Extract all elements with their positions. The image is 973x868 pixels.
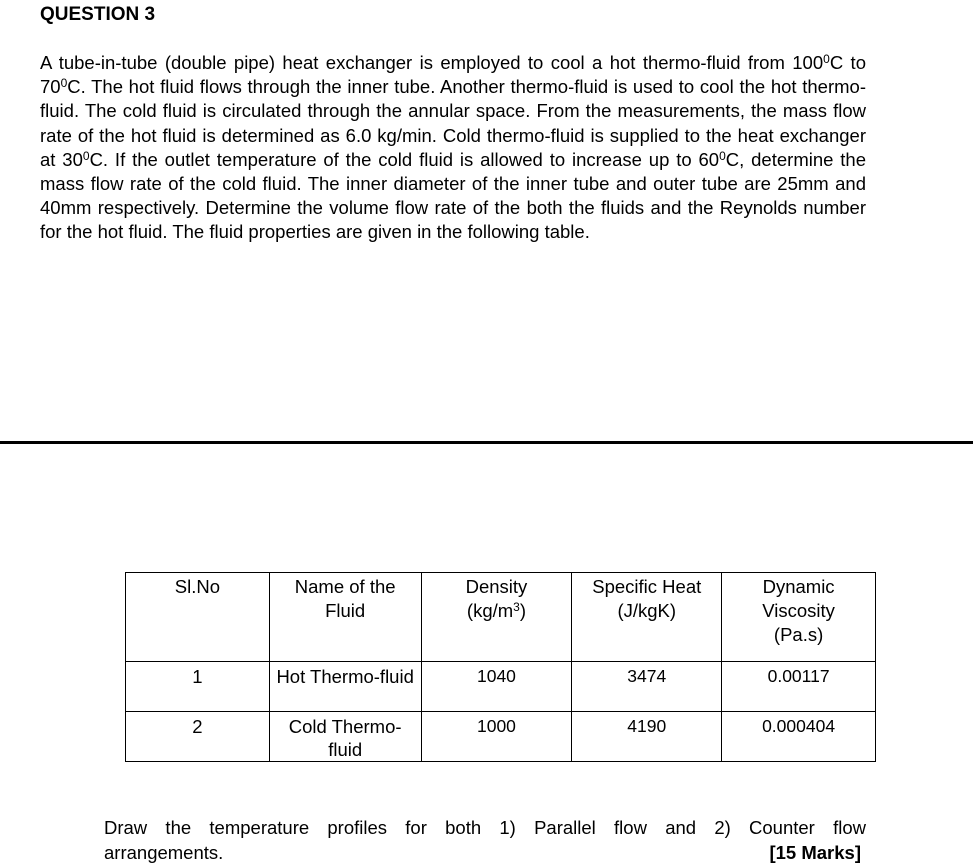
cell-viscosity: 0.000404 [722, 712, 876, 762]
cell-specific-heat: 3474 [572, 662, 722, 712]
question-heading: QUESTION 3 [40, 4, 156, 25]
degree-sup-3: 0 [82, 148, 90, 163]
degree-sup-2: 0 [60, 76, 68, 91]
cell-density: 1040 [421, 662, 572, 712]
cell-fluid-name: Hot Thermo-fluid [269, 662, 421, 712]
cell-fluid-name: Cold Thermo-fluid [269, 712, 421, 762]
header-density [421, 573, 572, 662]
specific-heat-unit: (J/kgK) [617, 600, 677, 621]
header-viscosity [722, 573, 876, 662]
table-header-row [126, 573, 876, 662]
viscosity-unit: (Pa.s) [773, 624, 824, 645]
header-fluid-name: Name of the Fluid [269, 573, 421, 662]
density-unit-suffix: ) [519, 600, 527, 621]
header-specific-heat [572, 573, 722, 662]
viscosity-label: Dynamic Viscosity [762, 576, 835, 621]
cell-viscosity: 0.00117 [722, 662, 876, 712]
para-text-2: C to 70 [40, 52, 866, 98]
task-line-2 [104, 840, 866, 865]
header-sl-no: Sl.No [126, 573, 270, 662]
para-text-3: C. The hot fluid flows through the inner tube. Another thermo-fluid is used to cool the hot thermo-fluid. The cold fluid is circulated through the annular space. From the measurements, the mass flow rate of the hot fluid is determined as 6.0 kg/min. Cold thermo-fluid is supplied to the heat exchanger at 30 [40, 76, 866, 170]
para-text-5: C, determine the mass flow rate of the cold fluid. The inner diameter of the inner tube and outer tube are 25mm and 40mm respectively. Determine the volume flow rate of the both the fluids and the Reynolds number for the hot fluid. The fluid properties are given in the following table. [40, 148, 866, 243]
fluid-properties-table [125, 572, 876, 762]
table-row [126, 662, 876, 712]
density-label: Density [465, 576, 528, 597]
task-line-1: Draw the temperature profiles for both 1) Parallel flow and 2) Counter flow [104, 817, 866, 838]
degree-sup-4: 0 [719, 148, 726, 163]
question-paragraph [40, 51, 866, 245]
cell-sl-no: 2 [126, 712, 270, 762]
density-unit-prefix: (kg/m [466, 600, 514, 621]
marks-label: [15 Marks] [769, 842, 861, 863]
degree-sup-1: 0 [823, 52, 830, 66]
para-text-4: C. If the outlet temperature of the cold fluid is allowed to increase up to 60 [89, 148, 720, 170]
specific-heat-label: Specific Heat [592, 576, 702, 597]
cell-density: 1000 [421, 712, 572, 762]
page-divider [0, 441, 973, 444]
cell-sl-no: 1 [126, 662, 270, 712]
density-unit-sup: 3 [513, 600, 520, 614]
task-line-2-text: arrangements. [104, 842, 224, 863]
cell-specific-heat: 4190 [572, 712, 722, 762]
task-instruction [104, 815, 866, 865]
para-text-1: A tube-in-tube (double pipe) heat exchanger is employed to cool a hot thermo-fluid from 100 [40, 52, 824, 73]
table-row [126, 712, 876, 762]
